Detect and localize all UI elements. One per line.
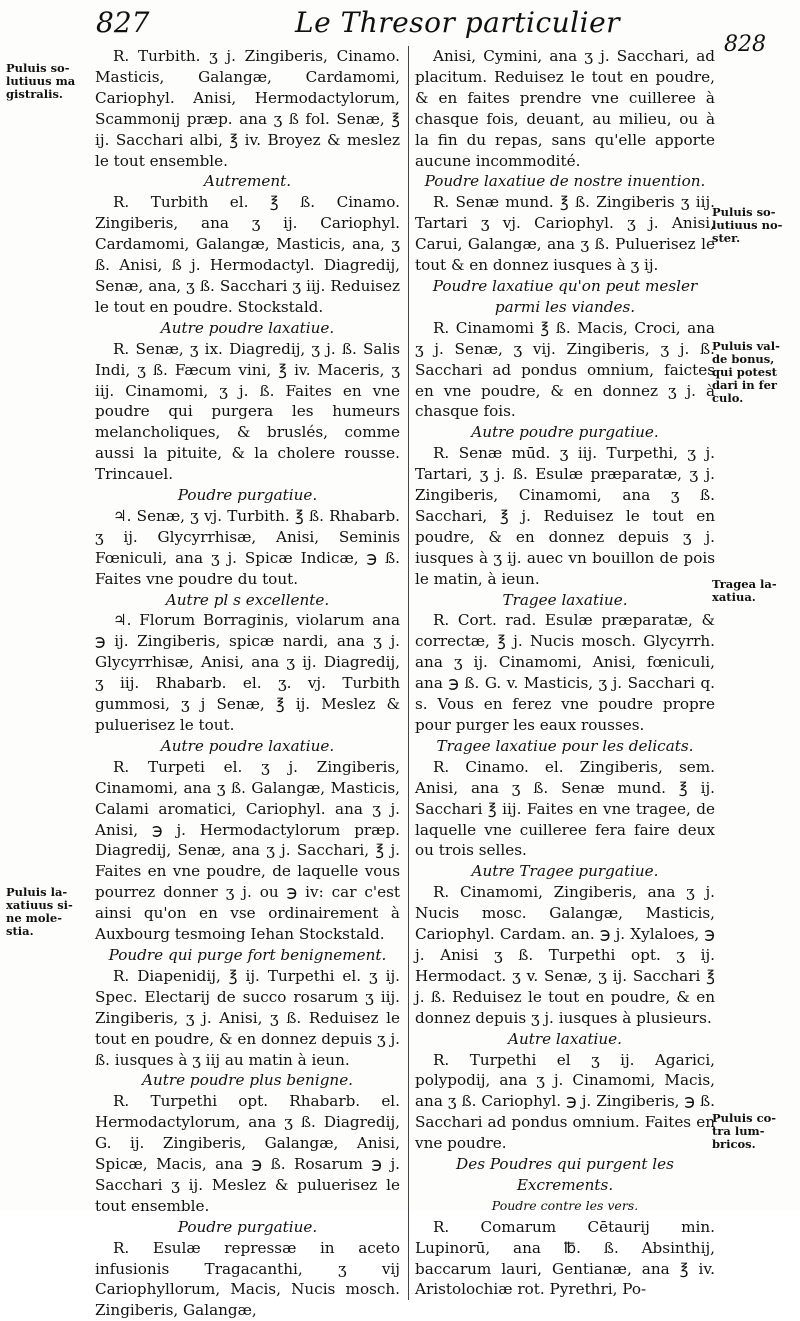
section-heading: Autre Tragee purgatiue.	[471, 862, 659, 881]
margin-note-right: Puluis val- de bonus, qui potest dari in fer culo.	[712, 339, 780, 405]
recipe-paragraph: R. Turbith el. ℥ ß. Cinamo. Zingiberis, ana ʒ ij. Cariophyl. Cardamomi, Galangæ, Masticis, ana, ʒ ß. Anisi, ß j. Hermodactyl. Diagredij, Senæ, ana, ʒ ß. Sacchari ʒ iij. Reduisez le tout en poudre. Stockstald.	[95, 193, 400, 316]
section-heading: Tragee laxatiue pour les delicats.	[436, 736, 694, 755]
recipe-paragraph: Anisi, Cymini, ana ʒ j. Sacchari, ad placitum. Reduisez le tout en poudre, & en faites prendre vne cuilleree à chasque fois, deuant, au milieu, ou à la fin du repas, sans qu'elle apporte aucune incommodité.	[415, 47, 715, 170]
recipe-paragraph: R. Senæ mūd. ʒ iij. Turpethi, ʒ j. Tartari, ʒ j. ß. Esulæ præparatæ, ʒ j. Zingiberis, Cinamomi, ana ʒ ß. Sacchari, ℥ j. Reduisez le tout en poudre, & en donnez depuis ʒ j. iusques à ʒ ij. auec vn bouillon de pois le matin, à ieun.	[415, 444, 715, 588]
section-heading: Autre poudre purgatiue.	[471, 423, 659, 442]
recipe-paragraph: R. Cinamomi ℥ ß. Macis, Croci, ana ʒ j. Senæ, ʒ vij. Zingiberis, ʒ j. ß. Sacchari ad pondus omnium, faictes en vne poudre, & en donnez ʒ j. à chasque fois.	[415, 318, 715, 421]
page-header	[0, 6, 800, 57]
section-heading: Autre poudre plus benigne.	[141, 1071, 354, 1090]
recipe-paragraph: R. Cinamomi, Zingiberis, ana ʒ j. Nucis mosc. Galangæ, Masticis, Cariophyl. Cardam. an. ℈ j. Xylaloes, ℈ j. Anisi ʒ ß. Turpethi opt. ʒ ij. Hermodact. ʒ v. Senæ, ʒ ij. Sacchari ℥ j. ß. Reduisez le tout en poudre, & en donnez depuis ʒ j. iusques à plusieurs.	[415, 883, 715, 1027]
recipe-paragraph: R. Turpeti el. ʒ j. Zingiberis, Cinamomi, ana ʒ ß. Galangæ, Masticis, Calami aromatici, Cariophyl. ana ʒ j. Anisi, ℈ j. Hermodactylorum præp. Diagredij, Senæ, ana ʒ j. Sacchari, ℥ j. Faites en vne poudre, de laquelle vous pourrez donner ʒ j. ou ℈ iv: car c'est ainsi qu'on en vse ordinairement à Auxbourg tesmoing Iehan Stockstald.	[95, 757, 400, 944]
page-number-left: 827	[96, 6, 150, 39]
left-text-column	[95, 46, 400, 1321]
margin-note-right: Tragea la- xatiua.	[712, 577, 777, 604]
recipe-paragraph: R. Esulæ repressæ in aceto infusionis Tragacanthi, ʒ vij Cariophyllorum, Macis, Nucis mosch. Zingiberis, Galangæ,	[95, 1238, 400, 1320]
running-title: Le Thresor particulier	[295, 6, 621, 39]
section-heading: Poudre purgatiue.	[177, 1217, 318, 1236]
recipe-paragraph: ♃. Florum Borraginis, violarum ana ℈ ij. Zingiberis, spicæ nardi, ana ʒ j. Glycyrrhisæ, Anisi, ana ʒ ij. Diagredij, ʒ iij. Rhabarb. el. ʒ. vj. Turbith gummosi, ʒ j Senæ, ℥ ij. Meslez & puluerisez le tout.	[95, 611, 400, 734]
section-heading: Tragee laxatiue.	[502, 590, 628, 609]
recipe-paragraph: R. Turpethi el ʒ ij. Agarici, polypodij, ana ʒ j. Cinamomi, Macis, ana ʒ ß. Cariophyl. ℈ j. Zingiberis, ℈ ß. Sacchari ad pondus omnium. Faites en vne poudre.	[415, 1050, 715, 1153]
section-heading: Des Poudres qui purgent les Excrements.	[456, 1155, 674, 1194]
section-heading: Poudre qui purge fort benignement.	[108, 945, 387, 964]
recipe-paragraph: R. Cort. rad. Esulæ præparatæ, & correctæ, ℥ j. Nucis mosch. Glycyrrh. ana ʒ ij. Cinamomi, Anisi, fœniculi, ana ℈ ß. G. v. Masticis, ʒ j. Sacchari q. s. Vous en ferez vne poudre propre pour purger les eaux rousses.	[415, 611, 715, 734]
recipe-paragraph: R. Senæ mund. ℥ ß. Zingiberis ʒ iij. Tartari ʒ vj. Cariophyl. ʒ j. Anisi, Carui, Galangæ, ana ʒ ß. Puluerisez le tout & en donnez iusques à ʒ ij.	[415, 193, 715, 275]
recipe-paragraph: R. Diapenidij, ℥ ij. Turpethi el. ʒ ij. Spec. Electarij de succo rosarum ʒ iij. Zingiberis, ʒ j. Anisi, ʒ ß. Reduisez le tout en poudre, & en donnez depuis ʒ j. ß. iusques à ʒ iij au matin à ieun.	[95, 966, 400, 1069]
page-number-right: 828	[724, 32, 766, 57]
section-heading: Autre laxatiue.	[507, 1029, 623, 1048]
section-heading: Poudre purgatiue.	[177, 486, 318, 505]
margin-note-left: Puluis la- xatiuus si- ne mole- stia.	[6, 885, 73, 938]
section-heading: Autre pl s excellente.	[165, 590, 330, 609]
recipe-paragraph: ♃. Senæ, ʒ vj. Turbith. ℥ ß. Rhabarb. ʒ ij. Glycyrrhisæ, Anisi, Seminis Fœniculi, ana ʒ j. Spicæ Indicæ, ℈ ß. Faites vne poudre du tout.	[95, 506, 400, 588]
margin-note-right: Puluis co- tra lum- bricos.	[712, 1111, 777, 1151]
recipe-paragraph: R. Senæ, ʒ ix. Diagredij, ʒ j. ß. Salis Indi, ʒ ß. Fæcum vini, ℥ iv. Maceris, ʒ iij. Cinamomi, ʒ j. ß. Faites en vne poudre qui purgera les humeurs melancholiques, & bruslés, comme aussi la pituite, & la cholere rousse. Trincauel.	[95, 339, 400, 484]
section-heading: Autre poudre laxatiue.	[160, 736, 335, 755]
margin-note-left: Puluis so- lutiuus ma gistralis.	[6, 61, 76, 101]
recipe-paragraph: R. Turbith. ʒ j. Zingiberis, Cinamo. Masticis, Galangæ, Cardamomi, Cariophyl. Anisi, Hermodactylorum, Scammonij præp. ana ʒ ß fol. Senæ, ℥ ij. Sacchari albi, ℥ iv. Broyez & meslez le tout ensemble.	[95, 47, 400, 170]
recipe-paragraph: R. Comarum Cētaurij min. Lupinorū, ana ℔. ß. Absinthij, baccarum lauri, Gentianæ, ana ℥ iv. Aristolochiæ rot. Pyrethri, Po-	[415, 1217, 715, 1299]
recipe-paragraph: R. Cinamo. el. Zingiberis, sem. Anisi, ana ʒ ß. Senæ mund. ℥ ij. Sacchari ℥ iij. Faites en vne tragee, de laquelle vne cuilleree fera faire deux ou trois selles.	[415, 757, 715, 860]
subsection-heading: Poudre contre les vers.	[491, 1197, 639, 1213]
recipe-paragraph: R. Turpethi opt. Rhabarb. el. Hermodactylorum, ana ʒ ß. Diagredij, G. ij. Zingiberis, Galangæ, Anisi, Spicæ, Macis, ana ℈ ß. Rosarum ℈ j. Sacchari ʒ ij. Meslez & puluerisez le tout ensemble.	[95, 1092, 400, 1215]
section-heading: Autre poudre laxatiue.	[160, 318, 335, 337]
section-heading: Poudre laxatiue de nostre inuention.	[424, 172, 706, 191]
section-heading: Poudre laxatiue qu'on peut mesler parmi les viandes.	[432, 276, 698, 316]
section-heading: Autrement.	[203, 172, 292, 191]
margin-note-right: Puluis so- lutiuus no- ster.	[712, 205, 783, 245]
right-text-column	[408, 46, 715, 1300]
